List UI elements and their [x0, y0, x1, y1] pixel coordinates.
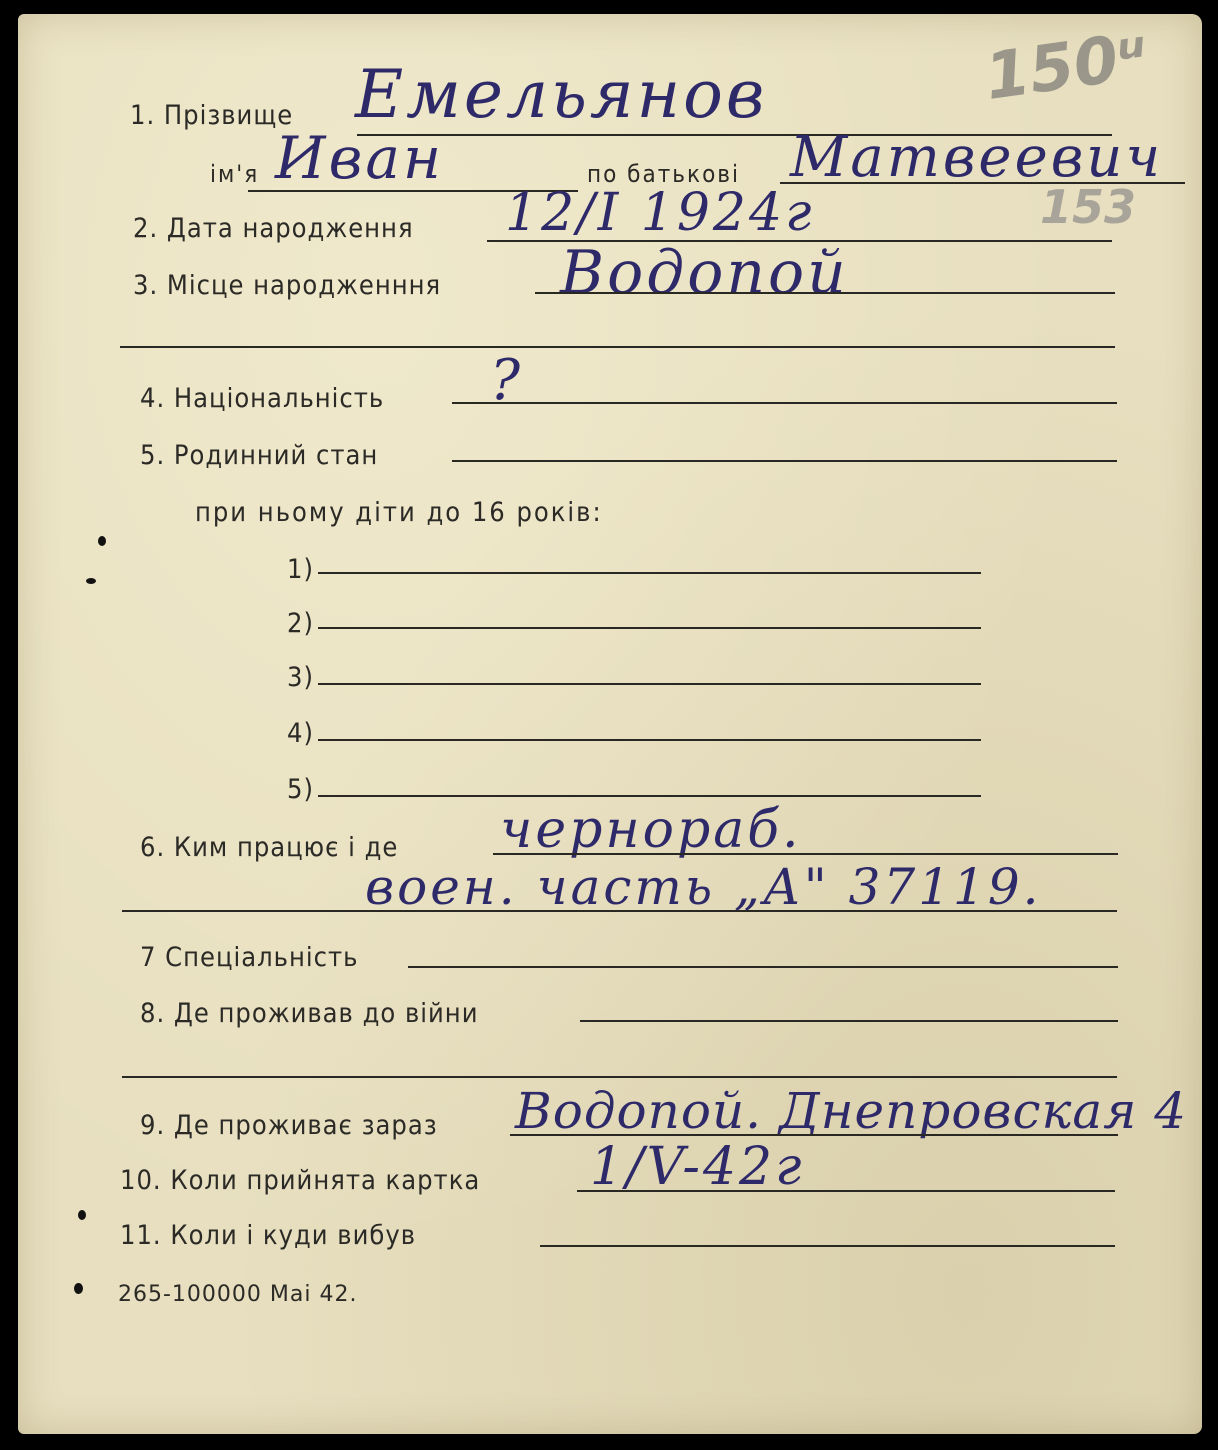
work-line-2 — [122, 910, 1117, 912]
child-3-line — [318, 683, 981, 685]
punch-hole — [98, 536, 106, 546]
punch-hole — [74, 1283, 83, 1294]
marital-status-label: 5. Родинний стан — [140, 440, 379, 471]
child-1-label: 1) — [287, 554, 314, 585]
child-1-line — [318, 572, 981, 574]
work-label: 6. Ким працює і де — [140, 832, 399, 863]
marital-status-line — [452, 460, 1117, 462]
birth-date-label: 2. Дата народження — [133, 213, 414, 244]
prewar-residence-line — [580, 1020, 1118, 1022]
child-5-line — [318, 795, 981, 797]
birth-place-line-2 — [120, 346, 1115, 348]
child-4-label: 4) — [287, 718, 314, 749]
work-value-2: воен. часть „А" 37119. — [365, 858, 1042, 916]
current-residence-value: Водопой. Днепровская 4 — [515, 1082, 1187, 1140]
child-5-label: 5) — [287, 774, 314, 805]
surname-label: 1. Прізвище — [130, 100, 294, 131]
patronymic-line — [780, 182, 1185, 184]
child-2-label: 2) — [287, 608, 314, 639]
current-residence-line — [510, 1134, 1118, 1136]
birth-date-value: 12/I 1924г — [505, 183, 815, 243]
print-mark: 265-100000 Mai 42. — [118, 1282, 358, 1307]
child-2-line — [318, 627, 981, 629]
card-accepted-label: 10. Коли прийнята картка — [120, 1165, 481, 1196]
nationality-label: 4. Національність — [140, 383, 385, 414]
children-label: при ньому діти до 16 років: — [195, 497, 603, 528]
speciality-line — [408, 966, 1118, 968]
work-value-1: чернораб. — [500, 800, 802, 860]
punch-hole — [78, 1210, 86, 1220]
pencil-number-top: 150ᵘ — [980, 19, 1153, 115]
departure-label: 11. Коли і куди вибув — [120, 1220, 417, 1251]
name-value: Иван — [275, 124, 445, 192]
prewar-residence-line-2 — [122, 1076, 1117, 1078]
birth-place-line — [535, 292, 1115, 294]
birth-place-value: Водопой — [560, 238, 849, 308]
departure-line — [540, 1245, 1115, 1247]
punch-hole — [86, 578, 96, 584]
surname-value: Емельянов — [355, 56, 768, 133]
card-accepted-value: 1/V-42г — [590, 1137, 805, 1197]
birth-place-label: 3. Місце народженння — [133, 270, 442, 301]
nationality-line — [452, 402, 1117, 404]
patronymic-value: Матвеевич — [790, 125, 1164, 190]
speciality-label: 7 Спеціальність — [140, 942, 359, 973]
patronymic-label: по батькові — [587, 160, 741, 188]
child-4-line — [318, 739, 981, 741]
child-3-label: 3) — [287, 662, 314, 693]
nationality-value: ? — [490, 348, 524, 413]
name-label: ім'я — [210, 160, 260, 188]
pencil-number-second: 153 — [1040, 180, 1137, 234]
prewar-residence-label: 8. Де проживав до війни — [140, 998, 479, 1029]
current-residence-label: 9. Де проживає зараз — [140, 1110, 438, 1141]
card-accepted-line — [577, 1190, 1115, 1192]
work-line — [493, 853, 1118, 855]
